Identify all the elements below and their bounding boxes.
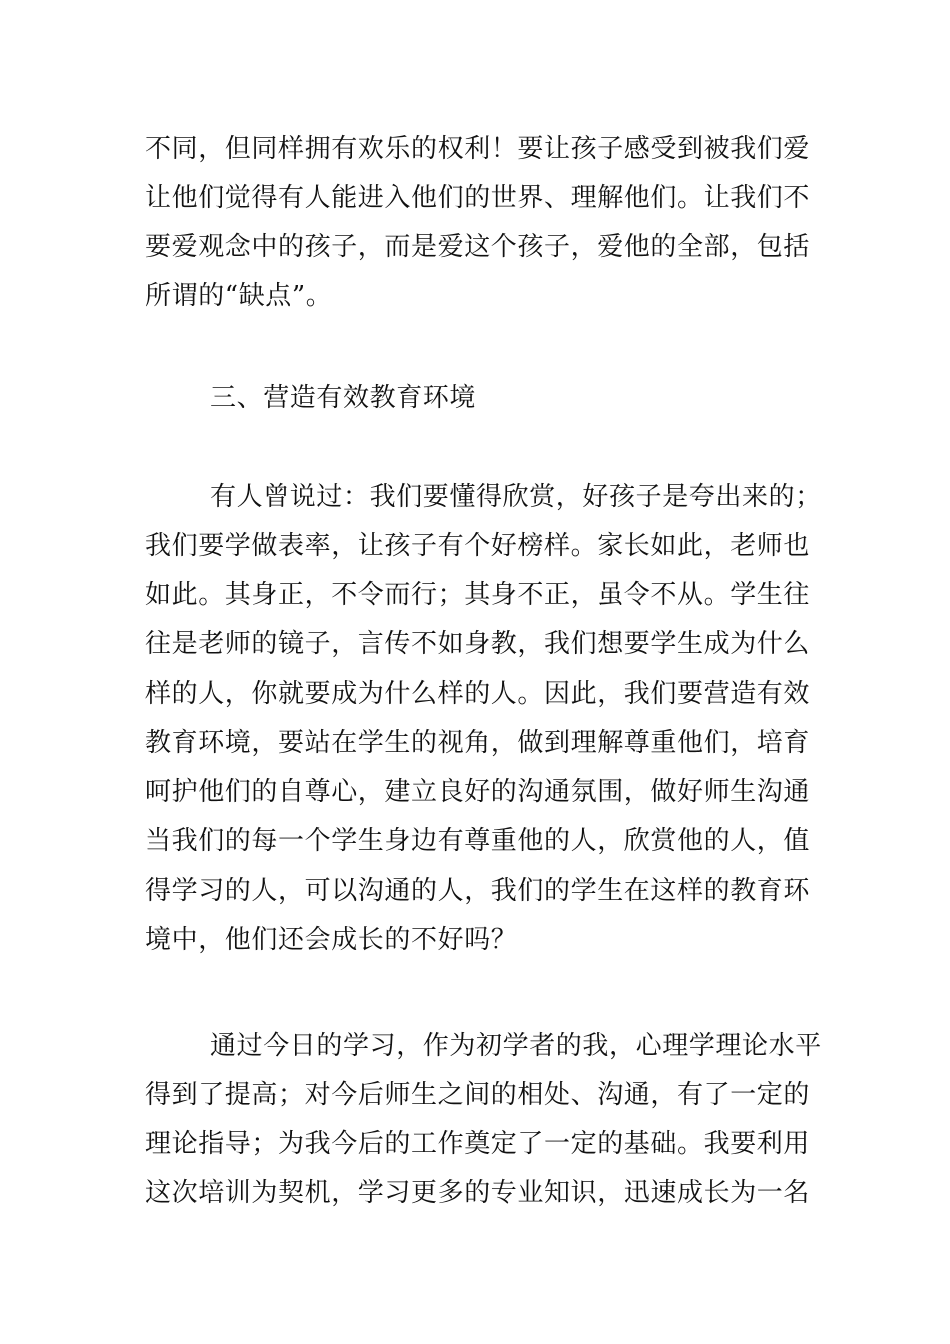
paragraph-2-line-8: 当我们的每一个学生身边有尊重他的人，欣赏他的人，值 (145, 826, 811, 856)
paragraph-2-line-2: 我们要学做表率，让孩子有个好榜样。家长如此，老师也 (145, 531, 811, 561)
paragraph-2-line-7: 呵护他们的自尊心，建立良好的沟通氛围，做好师生沟通 (145, 777, 811, 807)
paragraph-2-line-4: 往是老师的镜子，言传不如身教，我们想要学生成为什么 (145, 629, 811, 659)
paragraph-2-line-10: 境中，他们还会成长的不好吗？ (145, 925, 518, 955)
paragraph-1-line-3: 要爱观念中的孩子，而是爱这个孩子，爱他的全部，包括 (145, 232, 811, 262)
paragraph-2-line-6: 教育环境，要站在学生的视角，做到理解尊重他们，培育 (145, 728, 811, 758)
paragraph-3-line-3: 理论指导；为我今后的工作奠定了一定的基础。我要利用 (145, 1129, 811, 1159)
paragraph-3-line-1: 通过今日的学习，作为初学者的我，心理学理论水平 (210, 1031, 822, 1061)
section-heading: 三、营造有效教育环境 (210, 383, 477, 413)
paragraph-3-line-2: 得到了提高；对今后师生之间的相处、沟通，有了一定的 (145, 1080, 811, 1110)
paragraph-1-line-2: 让他们觉得有人能进入他们的世界、理解他们。让我们不 (145, 183, 811, 213)
paragraph-2-line-5: 样的人，你就要成为什么样的人。因此，我们要营造有效 (145, 679, 811, 709)
paragraph-2-line-3: 如此。其身正，不令而行；其身不正，虽令不从。学生往 (145, 580, 811, 610)
paragraph-2-line-1: 有人曾说过：我们要懂得欣赏，好孩子是夸出来的； (210, 482, 822, 512)
paragraph-1-line-1: 不同，但同样拥有欢乐的权利！要让孩子感受到被我们爱 (145, 134, 811, 164)
paragraph-2-line-9: 得学习的人，可以沟通的人，我们的学生在这样的教育环 (145, 876, 811, 906)
paragraph-1-line-4: 所谓的“缺点”。 (145, 281, 333, 311)
paragraph-3-line-4: 这次培训为契机，学习更多的专业知识，迅速成长为一名 (145, 1178, 811, 1208)
